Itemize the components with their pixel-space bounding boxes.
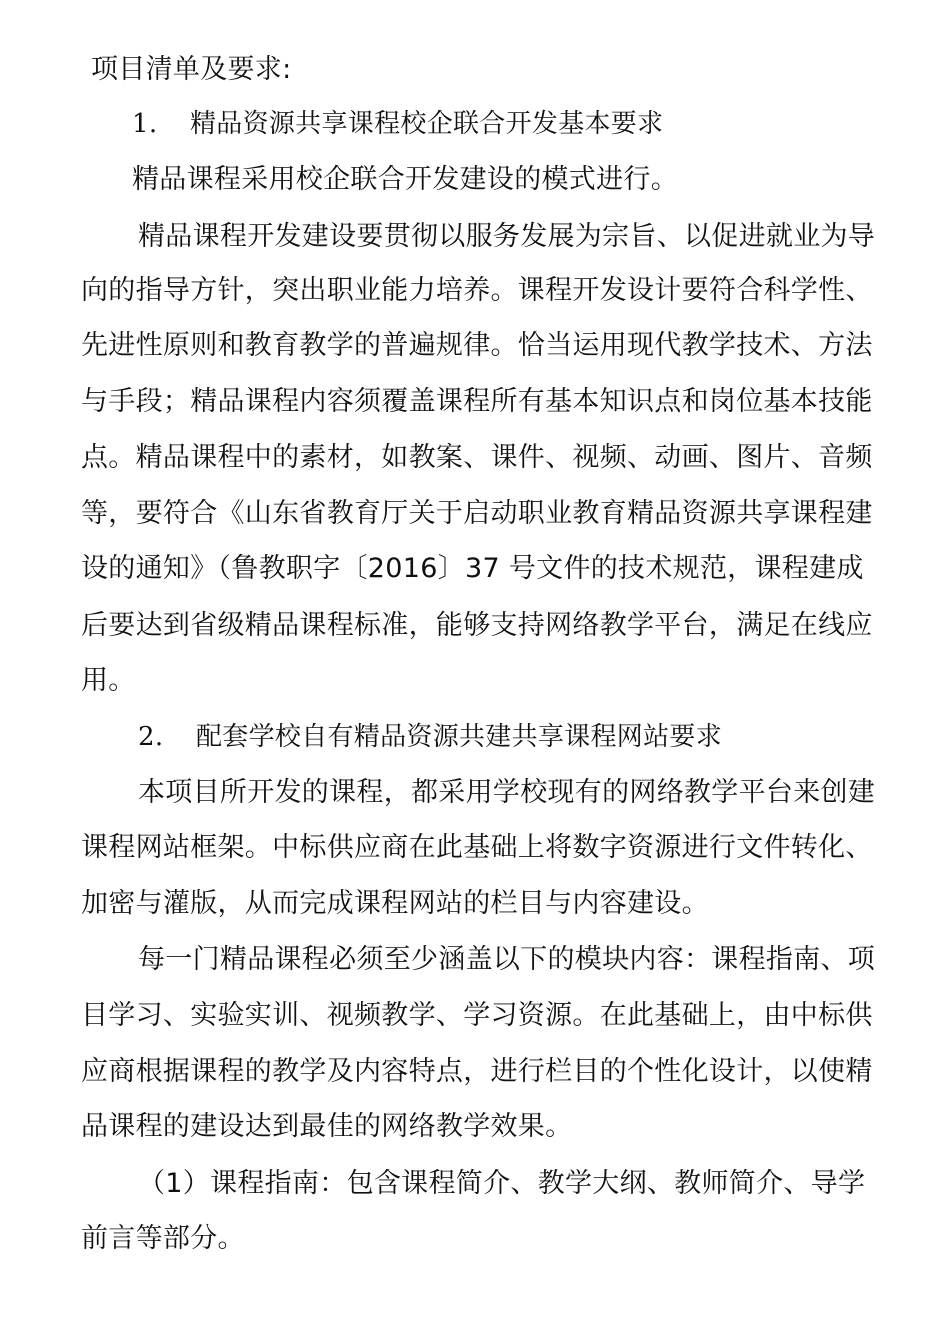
intro-title: 项目清单及要求: bbox=[91, 54, 292, 85]
section-1-paragraph-1: 精品课程采用校企联合开发建设的模式进行。 bbox=[132, 164, 678, 195]
paragraph-line: 后要达到省级精品课程标准，能够支持网络教学平台，满足在线应 bbox=[81, 610, 873, 641]
paragraph-line: 目学习、实验实训、视频教学、学习资源。在此基础上，由中标供 bbox=[81, 1000, 873, 1031]
paragraph-line: 先进性原则和教育教学的普遍规律。恰当运用现代教学技术、方法 bbox=[81, 330, 873, 361]
paragraph-line: 向的指导方针，突出职业能力培养。课程开发设计要符合科学性、 bbox=[81, 275, 873, 306]
paragraph-line: 等，要符合《山东省教育厅关于启动职业教育精品资源共享课程建 bbox=[81, 498, 873, 529]
paragraph-line: 精品课程开发建设要贯彻以服务发展为宗旨、以促进就业为导 bbox=[138, 221, 876, 252]
paragraph-line: 设的通知》（鲁教职字〔2016〕37 号文件的技术规范，课程建成 bbox=[81, 553, 864, 584]
section-2-number: 2. bbox=[138, 722, 164, 752]
section-1-number: 1. bbox=[132, 109, 158, 139]
paragraph-line: 与手段；精品课程内容须覆盖课程所有基本知识点和岗位基本技能 bbox=[81, 386, 873, 417]
paragraph-line: 用。 bbox=[81, 665, 136, 696]
section-1-heading bbox=[132, 106, 663, 142]
section-2-heading bbox=[138, 719, 722, 755]
paragraph-line: 课程网站框架。中标供应商在此基础上将数字资源进行文件转化、 bbox=[81, 832, 873, 863]
paragraph-line: 点。精品课程中的素材，如教案、课件、视频、动画、图片、音频 bbox=[81, 442, 873, 473]
section-2-title: 配套学校自有精品资源共建共享课程网站要求 bbox=[196, 722, 723, 752]
paragraph-line: 每一门精品课程必须至少涵盖以下的模块内容：课程指南、项 bbox=[138, 944, 876, 975]
paragraph-line: 品课程的建设达到最佳的网络教学效果。 bbox=[81, 1111, 573, 1142]
section-1-title: 精品资源共享课程校企联合开发基本要求 bbox=[190, 109, 664, 139]
paragraph-line: 前言等部分。 bbox=[81, 1223, 245, 1254]
paragraph-line: 加密与灌版，从而完成课程网站的栏目与内容建设。 bbox=[81, 888, 709, 919]
paragraph-line: （1）课程指南：包含课程简介、教学大纲、教师简介、导学 bbox=[138, 1168, 866, 1199]
paragraph-line: 应商根据课程的教学及内容特点，进行栏目的个性化设计，以使精 bbox=[81, 1056, 873, 1087]
paragraph-line: 本项目所开发的课程，都采用学校现有的网络教学平台来创建 bbox=[138, 777, 876, 808]
